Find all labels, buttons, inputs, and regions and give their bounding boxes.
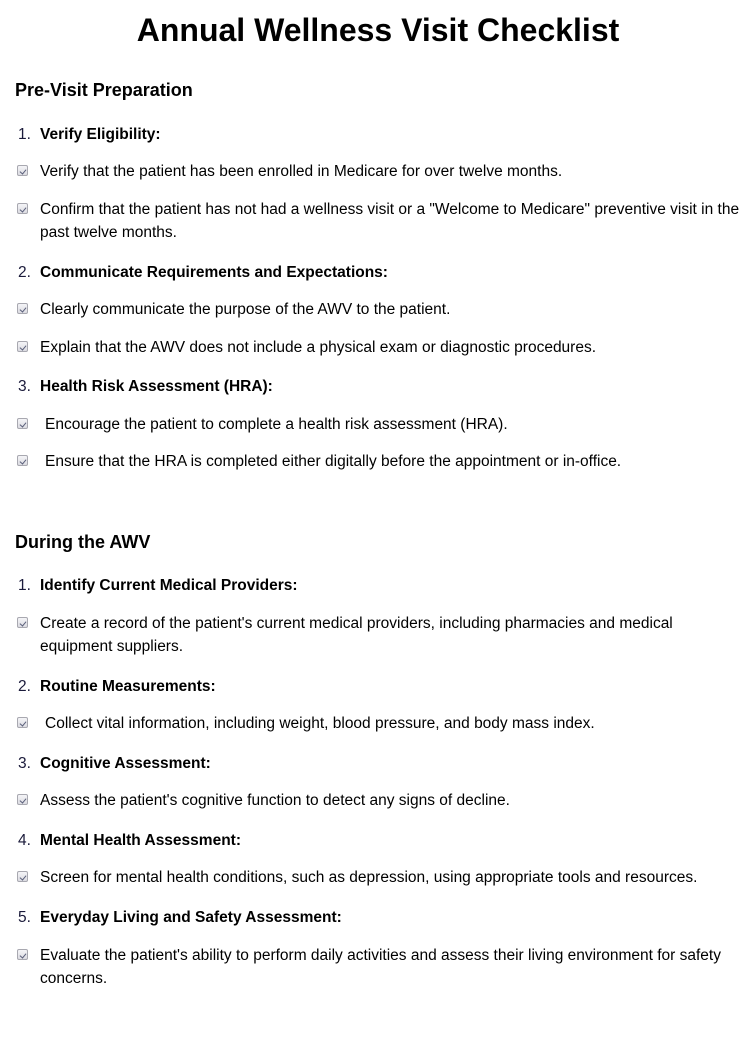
checklist-item-text: Clearly communicate the purpose of the AWV to the patient. [40,301,451,318]
list-number: 1. [18,126,31,143]
list-number: 5. [18,909,31,926]
checklist-item [17,198,742,244]
list-heading-label: Health Risk Assessment (HRA): [40,378,273,395]
checklist-item-text: Ensure that the HRA is completed either digitally before the appointment or in-office. [45,453,622,470]
checked-checkbox-icon[interactable] [17,418,28,429]
numbered-heading-routine-measurements [18,677,216,697]
checked-checkbox-icon[interactable] [17,165,28,176]
list-heading-label: Identify Current Medical Providers: [40,577,298,594]
checklist-item-text: Verify that the patient has been enrolled in Medicare for over twelve months. [40,163,563,180]
checklist-item [17,712,742,735]
checked-checkbox-icon[interactable] [17,455,28,466]
document-title: Annual Wellness Visit Checklist [136,12,620,48]
checked-checkbox-icon[interactable] [17,871,28,882]
list-heading-label: Cognitive Assessment: [40,755,211,772]
checklist-item-text: Collect vital information, including weight, blood pressure, and body mass index. [45,715,595,732]
numbered-heading-identify-providers [18,576,298,596]
checklist-item [17,450,742,473]
checklist-item [17,866,742,889]
checklist-item-text: Screen for mental health conditions, such as depression, using appropriate tools and resources. [40,869,698,886]
checked-checkbox-icon[interactable] [17,949,28,960]
list-heading-label: Routine Measurements: [40,678,216,695]
list-heading-label: Verify Eligibility: [40,126,161,143]
list-number: 2. [18,678,31,695]
numbered-heading-everyday-living-safety [18,908,342,928]
checklist-item-text: Evaluate the patient's ability to perform daily activities and assess their living environment for safety concerns. [40,947,721,987]
checked-checkbox-icon[interactable] [17,617,28,628]
checked-checkbox-icon[interactable] [17,341,28,352]
list-number: 1. [18,577,31,594]
numbered-heading-communicate-requirements [18,263,388,283]
list-number: 2. [18,264,31,281]
numbered-heading-health-risk-assessment [18,377,273,397]
checklist-item [17,789,742,812]
checklist-item [17,160,742,183]
checklist-item-text: Assess the patient's cognitive function to detect any signs of decline. [40,792,510,809]
section-heading-during-awv: During the AWV [15,532,151,552]
numbered-heading-verify-eligibility [18,125,161,145]
list-heading-label: Mental Health Assessment: [40,832,241,849]
checklist-item-text: Encourage the patient to complete a health risk assessment (HRA). [45,416,508,433]
checklist-item [17,612,742,658]
numbered-heading-cognitive-assessment [18,754,211,774]
checklist-item-text: Confirm that the patient has not had a wellness visit or a "Welcome to Medicare" preventive visit in the past twelve months. [40,201,740,241]
list-number: 4. [18,832,31,849]
checked-checkbox-icon[interactable] [17,203,28,214]
list-heading-label: Everyday Living and Safety Assessment: [40,909,342,926]
checklist-item-text: Create a record of the patient's current medical providers, including pharmacies and medical equipment suppliers. [40,615,673,655]
checklist-item [17,944,742,990]
list-number: 3. [18,378,31,395]
checklist-item [17,298,742,321]
list-heading-label: Communicate Requirements and Expectations: [40,264,388,281]
checklist-item [17,336,742,359]
checklist-item [17,413,742,436]
list-number: 3. [18,755,31,772]
checked-checkbox-icon[interactable] [17,717,28,728]
checked-checkbox-icon[interactable] [17,303,28,314]
checked-checkbox-icon[interactable] [17,794,28,805]
section-heading-pre-visit: Pre-Visit Preparation [15,80,193,100]
numbered-heading-mental-health-assessment [18,831,241,851]
checklist-item-text: Explain that the AWV does not include a physical exam or diagnostic procedures. [40,339,597,356]
